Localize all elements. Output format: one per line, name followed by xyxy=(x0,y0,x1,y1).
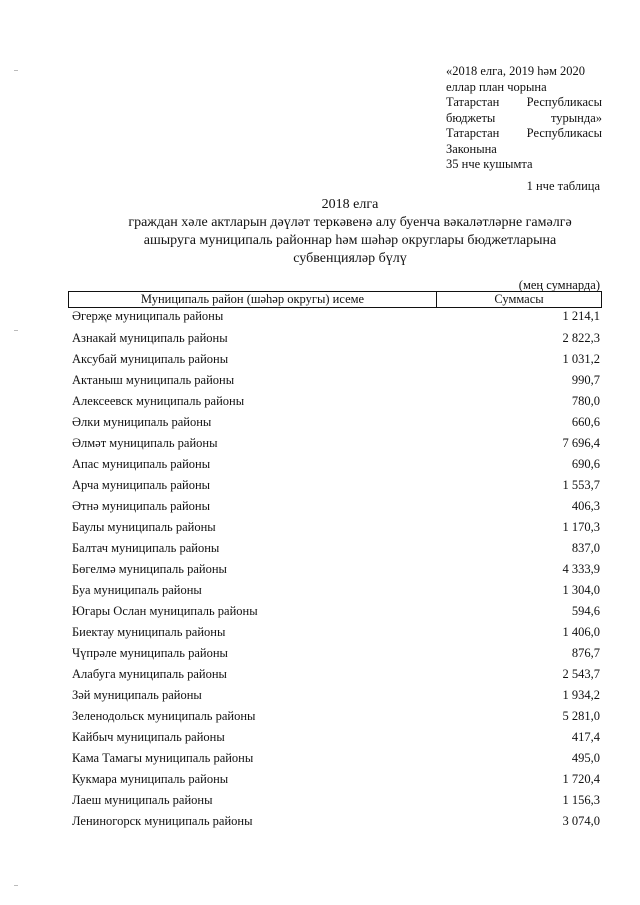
law-reference-note xyxy=(446,64,602,173)
row-district-name: Алабуга муниципаль районы xyxy=(72,667,227,681)
row-sum-value: 1 214,1 xyxy=(562,309,600,323)
row-sum-value: 1 406,0 xyxy=(562,625,600,639)
row-sum-value: 4 333,9 xyxy=(562,562,600,576)
row-district-name: Лениногорск муниципаль районы xyxy=(72,814,253,828)
row-sum-value: 690,6 xyxy=(571,457,600,471)
row-district-name: Зеленодольск муниципаль районы xyxy=(72,709,256,723)
table-row xyxy=(68,454,602,475)
table-row xyxy=(68,601,602,622)
table-row xyxy=(68,706,602,727)
table-number: 1 нче таблица xyxy=(526,179,600,193)
table-row xyxy=(68,349,602,370)
row-district-name: Буа муниципаль районы xyxy=(72,583,202,597)
unit-note: (мең сумнарда) xyxy=(518,278,600,292)
row-sum-value: 3 074,0 xyxy=(562,814,600,828)
row-sum-value: 1 553,7 xyxy=(562,478,600,492)
row-district-name: Кама Тамагы муниципаль районы xyxy=(72,751,254,765)
law-note-line-5: Татарстан Республикасы xyxy=(446,126,602,140)
law-note-line-7: 35 нче кушымта xyxy=(446,157,533,171)
table-row xyxy=(68,328,602,349)
row-district-name: Актаныш муниципаль районы xyxy=(72,373,235,387)
table-row xyxy=(68,685,602,706)
law-note-line-3: Татарстан Республикасы xyxy=(446,95,602,109)
table-row xyxy=(68,433,602,454)
table-header xyxy=(68,291,602,308)
row-sum-value: 406,3 xyxy=(571,499,600,513)
row-sum-value: 1 720,4 xyxy=(562,772,600,786)
table-row xyxy=(68,370,602,391)
row-sum-value: 2 543,7 xyxy=(562,667,600,681)
row-district-name: Баулы муниципаль районы xyxy=(72,520,216,534)
law-note-line-4: бюджеты турында» xyxy=(446,110,602,125)
row-district-name: Әлмәт муниципаль районы xyxy=(72,436,218,450)
row-district-name: Чүпрәле муниципаль районы xyxy=(72,646,228,660)
row-sum-value: 1 304,0 xyxy=(562,583,600,597)
row-sum-value: 5 281,0 xyxy=(562,709,600,723)
row-sum-value: 7 696,4 xyxy=(562,436,600,450)
scan-mark xyxy=(14,70,18,71)
row-district-name: Биектау муниципаль районы xyxy=(72,625,226,639)
table-row xyxy=(68,727,602,748)
row-district-name: Зәй муниципаль районы xyxy=(72,688,202,702)
title-line-3: субвенцияләр бүлү xyxy=(293,251,407,266)
table-row xyxy=(68,664,602,685)
table-row xyxy=(68,391,602,412)
table-row xyxy=(68,811,602,832)
table-row xyxy=(68,790,602,811)
table-row xyxy=(68,769,602,790)
row-district-name: Әлки муниципаль районы xyxy=(72,415,212,429)
title-year: 2018 елга xyxy=(321,197,379,212)
table-row xyxy=(68,538,602,559)
row-sum-value: 876,7 xyxy=(571,646,600,660)
row-sum-value: 780,0 xyxy=(571,394,600,408)
row-sum-value: 837,0 xyxy=(571,541,600,555)
law-note-line-2: еллар план чорына xyxy=(446,79,547,94)
table-row xyxy=(68,308,602,324)
row-sum-value: 1 170,3 xyxy=(562,520,600,534)
document-title xyxy=(60,196,640,268)
table-row xyxy=(68,412,602,433)
title-line-2: ашыруга муниципаль районнар һәм шәһәр округлары бюджетларына xyxy=(143,233,557,248)
table-body xyxy=(68,308,602,832)
row-sum-value: 660,6 xyxy=(571,415,600,429)
law-note-line-1: «2018 елга, 2019 һәм 2020 xyxy=(446,64,586,78)
scan-mark xyxy=(14,330,18,331)
row-district-name: Лаеш муниципаль районы xyxy=(72,793,213,807)
scan-mark xyxy=(14,885,18,886)
table-row xyxy=(68,748,602,769)
row-district-name: Балтач муниципаль районы xyxy=(72,541,220,555)
table-row xyxy=(68,475,602,496)
row-sum-value: 1 934,2 xyxy=(562,688,600,702)
table-row xyxy=(68,496,602,517)
subvention-table xyxy=(68,291,602,832)
row-district-name: Әтнә муниципаль районы xyxy=(72,499,211,513)
row-sum-value: 1 156,3 xyxy=(562,793,600,807)
row-sum-value: 594,6 xyxy=(571,604,600,618)
table-row xyxy=(68,559,602,580)
row-sum-value: 990,7 xyxy=(571,373,600,387)
row-district-name: Алексеевск муниципаль районы xyxy=(72,394,245,408)
column-header-sum: Суммасы xyxy=(494,292,544,306)
row-district-name: Кукмара муниципаль районы xyxy=(72,772,229,786)
column-header-name: Муниципаль район (шәһәр округы) исеме xyxy=(69,292,437,307)
row-district-name: Кайбыч муниципаль районы xyxy=(72,730,225,744)
row-sum-value: 417,4 xyxy=(571,730,600,744)
table-row xyxy=(68,622,602,643)
table-row xyxy=(68,517,602,538)
row-district-name: Арча муниципаль районы xyxy=(72,478,211,492)
table-row xyxy=(68,580,602,601)
row-sum-value: 2 822,3 xyxy=(562,331,600,345)
row-sum-value: 495,0 xyxy=(571,751,600,765)
row-district-name: Апас муниципаль районы xyxy=(72,457,211,471)
row-district-name: Әгерҗе муниципаль районы xyxy=(72,309,224,323)
row-sum-value: 1 031,2 xyxy=(562,352,600,366)
row-district-name: Югары Ослан муниципаль районы xyxy=(72,604,258,618)
row-district-name: Азнакай муниципаль районы xyxy=(72,331,228,345)
row-district-name: Аксубай муниципаль районы xyxy=(72,352,229,366)
title-line-1: граждан хәле актларын дәүләт теркәвенә алу буенча вәкаләтләрне гамәлгә xyxy=(128,215,572,230)
law-note-line-6: Законына xyxy=(446,141,497,156)
row-district-name: Бөгелмә муниципаль районы xyxy=(72,562,227,576)
table-row xyxy=(68,643,602,664)
